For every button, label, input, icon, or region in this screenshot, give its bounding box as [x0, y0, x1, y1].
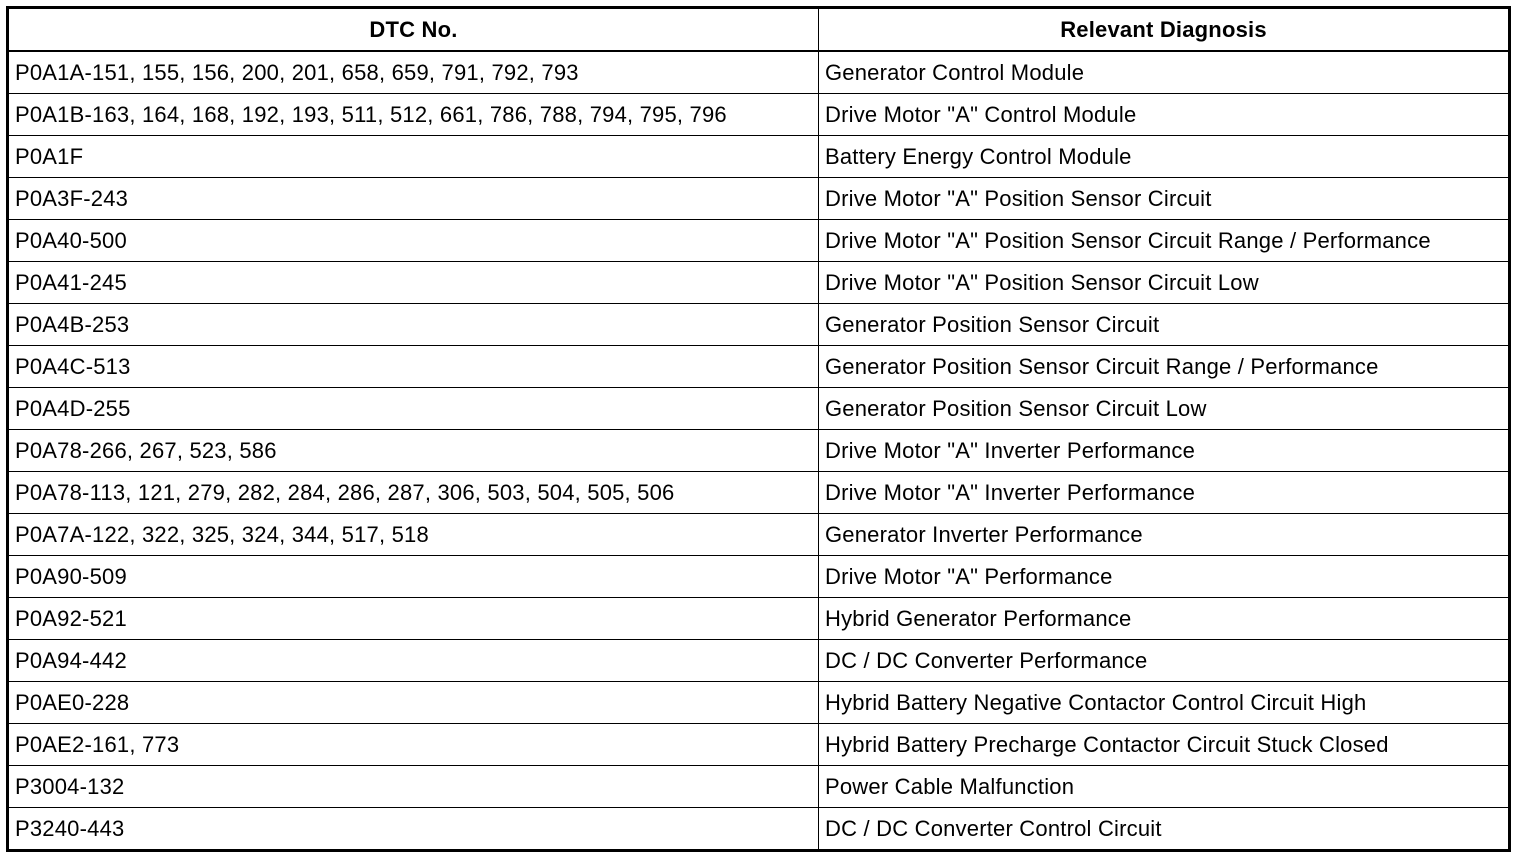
dtc-number-cell: P0A78-113, 121, 279, 282, 284, 286, 287, 306, 503, 504, 505, 506: [8, 472, 819, 514]
diagnosis-cell: Drive Motor "A" Inverter Performance: [819, 472, 1510, 514]
table-row: [8, 766, 1510, 808]
dtc-number-cell: P0A94-442: [8, 640, 819, 682]
diagnosis-cell: DC / DC Converter Performance: [819, 640, 1510, 682]
dtc-number-cell: P0A3F-243: [8, 178, 819, 220]
diagnosis-cell: Hybrid Generator Performance: [819, 598, 1510, 640]
dtc-number-cell: P0A78-266, 267, 523, 586: [8, 430, 819, 472]
table-row: [8, 724, 1510, 766]
diagnosis-cell: Generator Control Module: [819, 51, 1510, 94]
diagnosis-cell: Drive Motor "A" Position Sensor Circuit: [819, 178, 1510, 220]
table-row: [8, 346, 1510, 388]
table-row: [8, 472, 1510, 514]
diagnosis-cell: Drive Motor "A" Performance: [819, 556, 1510, 598]
dtc-number-cell: P0AE2-161, 773: [8, 724, 819, 766]
column-header-relevant-diagnosis: Relevant Diagnosis: [819, 8, 1510, 52]
table-row: [8, 556, 1510, 598]
diagnosis-cell: Battery Energy Control Module: [819, 136, 1510, 178]
table-row: [8, 640, 1510, 682]
table-row: [8, 430, 1510, 472]
table-row: [8, 262, 1510, 304]
dtc-number-cell: P3240-443: [8, 808, 819, 851]
table-row: [8, 304, 1510, 346]
diagnosis-cell: Drive Motor "A" Position Sensor Circuit Range / Performance: [819, 220, 1510, 262]
table-row: [8, 682, 1510, 724]
dtc-number-cell: P0AE0-228: [8, 682, 819, 724]
dtc-number-cell: P0A4C-513: [8, 346, 819, 388]
diagnosis-cell: Hybrid Battery Negative Contactor Control Circuit High: [819, 682, 1510, 724]
table-row: [8, 51, 1510, 94]
diagnosis-cell: Drive Motor "A" Position Sensor Circuit Low: [819, 262, 1510, 304]
dtc-diagnosis-table: [6, 6, 1511, 852]
table-row: [8, 388, 1510, 430]
table-row: [8, 598, 1510, 640]
dtc-number-cell: P0A4B-253: [8, 304, 819, 346]
dtc-number-cell: P0A90-509: [8, 556, 819, 598]
table-row: [8, 94, 1510, 136]
diagnosis-cell: Generator Inverter Performance: [819, 514, 1510, 556]
table-row: [8, 178, 1510, 220]
dtc-number-cell: P0A7A-122, 322, 325, 324, 344, 517, 518: [8, 514, 819, 556]
diagnosis-cell: Drive Motor "A" Inverter Performance: [819, 430, 1510, 472]
table-row: [8, 136, 1510, 178]
table-body: [8, 51, 1510, 851]
dtc-number-cell: P0A1F: [8, 136, 819, 178]
dtc-number-cell: P3004-132: [8, 766, 819, 808]
table-row: [8, 808, 1510, 851]
diagnosis-cell: DC / DC Converter Control Circuit: [819, 808, 1510, 851]
diagnosis-cell: Generator Position Sensor Circuit: [819, 304, 1510, 346]
column-header-dtc-no: DTC No.: [8, 8, 819, 52]
dtc-number-cell: P0A41-245: [8, 262, 819, 304]
dtc-number-cell: P0A40-500: [8, 220, 819, 262]
dtc-number-cell: P0A1A-151, 155, 156, 200, 201, 658, 659, 791, 792, 793: [8, 51, 819, 94]
diagnosis-cell: Drive Motor "A" Control Module: [819, 94, 1510, 136]
diagnosis-cell: Hybrid Battery Precharge Contactor Circuit Stuck Closed: [819, 724, 1510, 766]
diagnosis-cell: Generator Position Sensor Circuit Range / Performance: [819, 346, 1510, 388]
table-header-row: [8, 8, 1510, 52]
table-row: [8, 220, 1510, 262]
dtc-number-cell: P0A4D-255: [8, 388, 819, 430]
dtc-number-cell: P0A1B-163, 164, 168, 192, 193, 511, 512, 661, 786, 788, 794, 795, 796: [8, 94, 819, 136]
diagnosis-cell: Generator Position Sensor Circuit Low: [819, 388, 1510, 430]
diagnosis-cell: Power Cable Malfunction: [819, 766, 1510, 808]
table-row: [8, 514, 1510, 556]
dtc-number-cell: P0A92-521: [8, 598, 819, 640]
